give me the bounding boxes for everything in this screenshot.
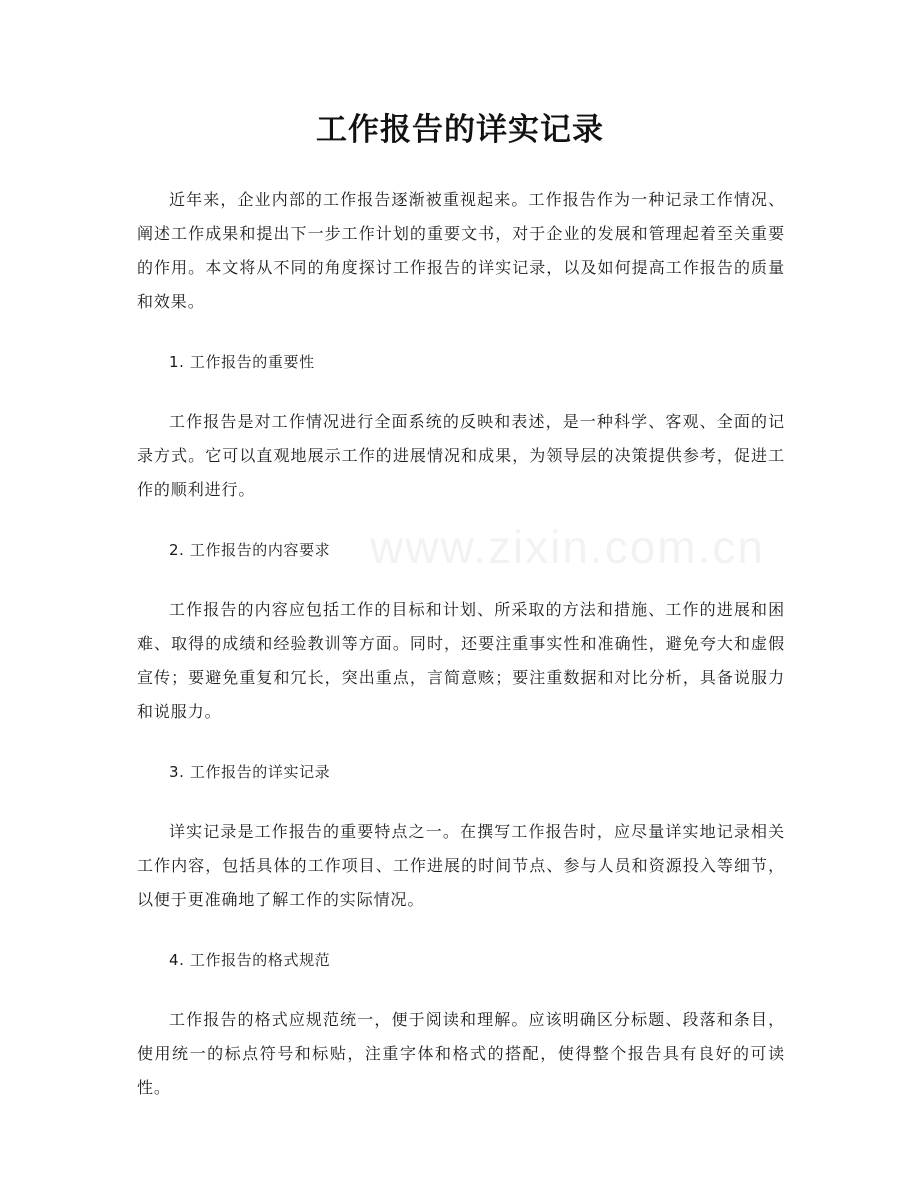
watermark: www.zixin.com.cn xyxy=(370,521,765,573)
document-body xyxy=(137,183,785,1131)
section-paragraph-2: 工作报告的内容应包括工作的目标和计划、所采取的方法和措施、工作的进展和困难、取得的成绩和经验教训等方面。同时，还要注重事实性和准确性，避免夸大和虚假宣传；要避免重复和冗长，突出重点，言简意赅；要注重数据和对比分析，具备说服力和说服力。 xyxy=(137,600,785,721)
intro-paragraph: 近年来，企业内部的工作报告逐渐被重视起来。工作报告作为一种记录工作情况、阐述工作成果和提出下一步工作计划的重要文书，对于企业的发展和管理起着至关重要的作用。本文将从不同的角度探讨工作报告的详实记录，以及如何提高工作报告的质量和效果。 xyxy=(137,190,785,311)
section-paragraph-3: 详实记录是工作报告的重要特点之一。在撰写工作报告时，应尽量详实地记录相关工作内容，包括具体的工作项目、工作进展的时间节点、参与人员和资源投入等细节，以便于更准确地了解工作的实际情况。 xyxy=(137,822,785,909)
section-heading-3: 3. 工作报告的详实记录 xyxy=(169,763,331,781)
section-paragraph-4: 工作报告的格式应规范统一，便于阅读和理解。应该明确区分标题、段落和条目，使用统一的标点符号和标贴，注重字体和格式的搭配，使得整个报告具有良好的可读性。 xyxy=(137,1010,785,1097)
page-title: 工作报告的详实记录 xyxy=(316,112,604,148)
section-heading-4: 4. 工作报告的格式规范 xyxy=(169,951,331,969)
section-heading-1: 1. 工作报告的重要性 xyxy=(169,353,315,371)
section-paragraph-1: 工作报告是对工作情况进行全面系统的反映和表述，是一种科学、客观、全面的记录方式。它可以直观地展示工作的进展情况和成果，为领导层的决策提供参考，促进工作的顺利进行。 xyxy=(137,412,785,499)
section-heading-2: 2. 工作报告的内容要求 xyxy=(169,541,331,559)
